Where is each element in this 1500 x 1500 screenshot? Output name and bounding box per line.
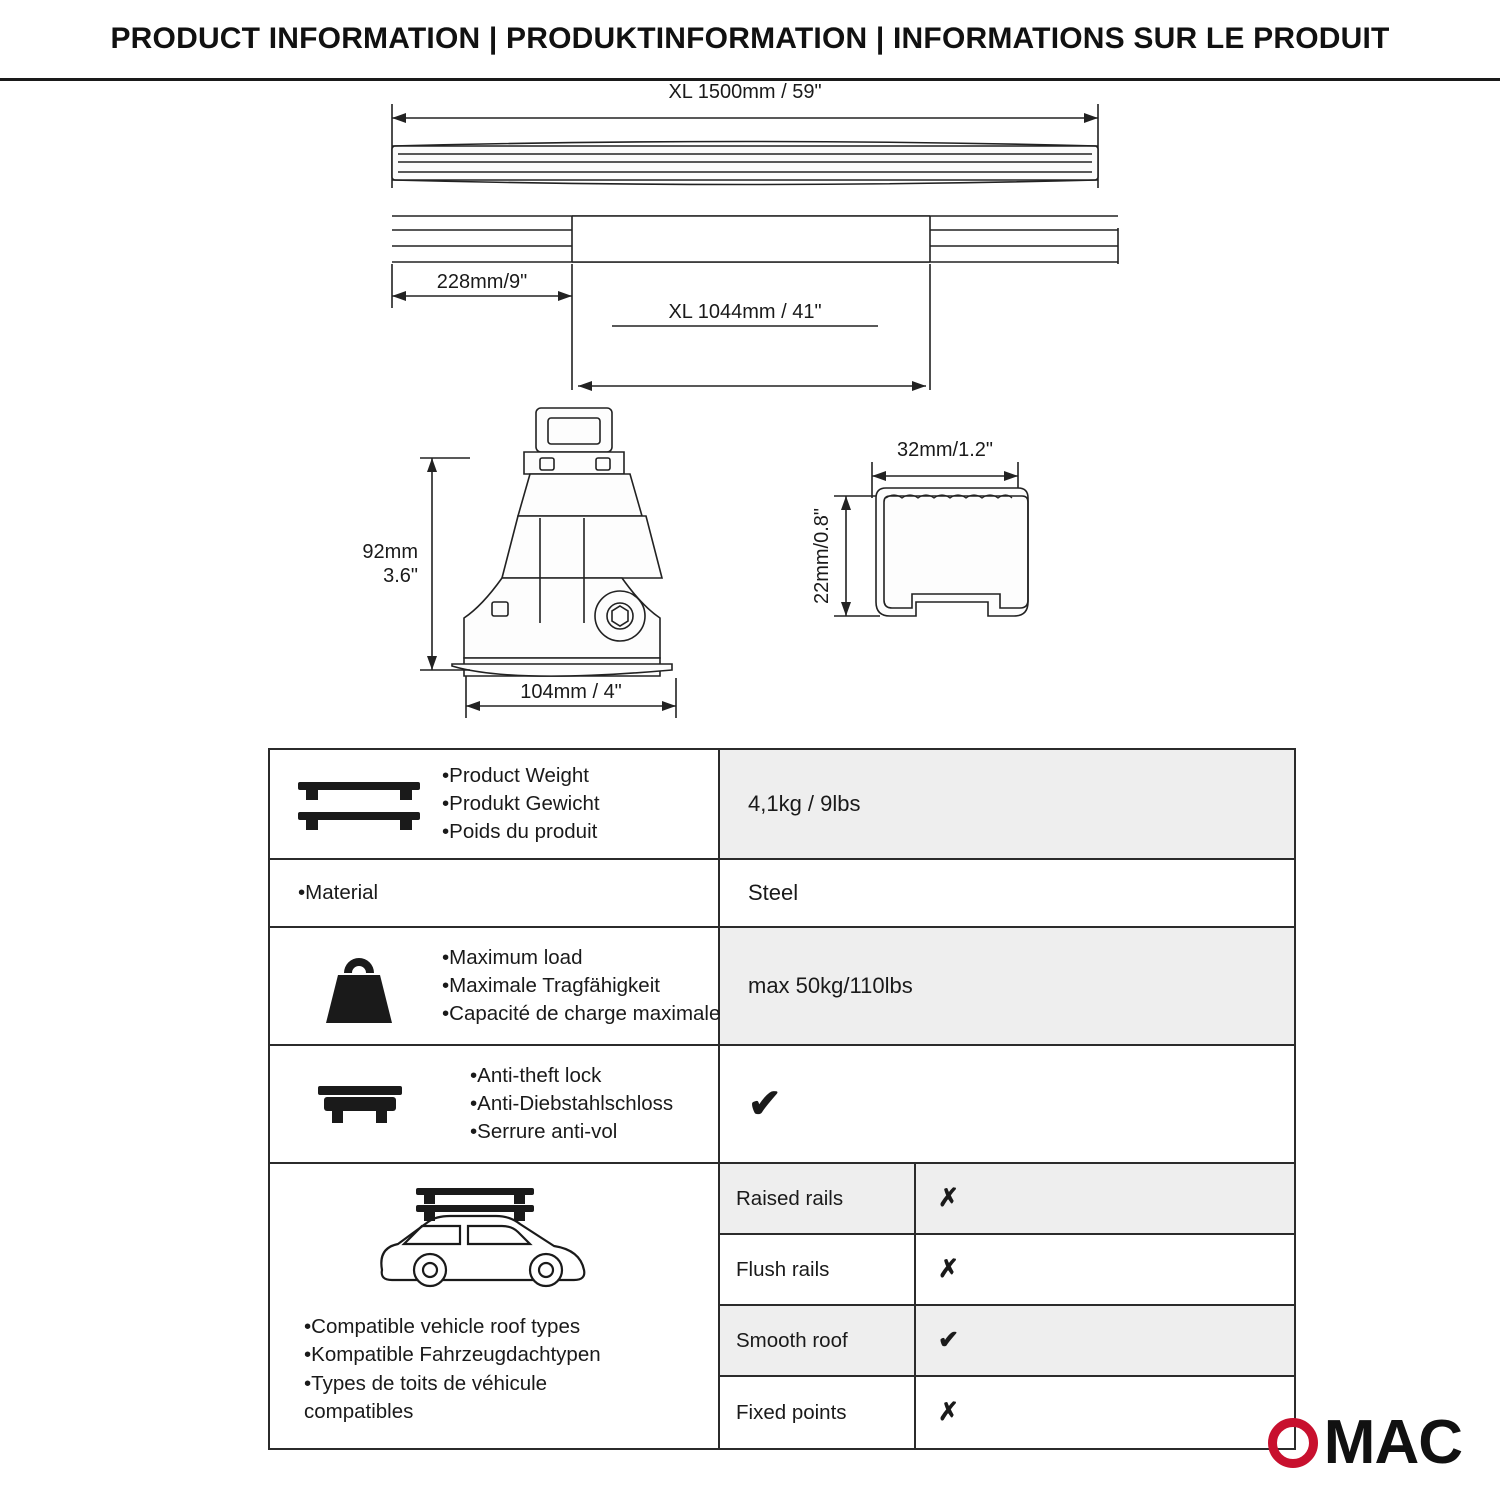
weight-value: 4,1kg / 9lbs (720, 750, 1294, 858)
weight-label-en: •Product Weight (442, 763, 589, 787)
roof-options-list (720, 1164, 1294, 1448)
table-row-weight (270, 750, 1294, 860)
lock-label-de: •Anti-Diebstahlschloss (470, 1091, 674, 1115)
roof-option-raised-rails (720, 1164, 1294, 1235)
car-with-rack-icon (364, 1178, 624, 1303)
weight-label-fr: •Poids du produit (442, 820, 598, 844)
material-labels (298, 879, 378, 907)
brand-logo-text: MAC (1323, 1408, 1462, 1477)
page-title: PRODUCT INFORMATION | PRODUKTINFORMATION | INFORMATIONS SUR LE PRODUIT (110, 22, 1390, 55)
lock-label-fr: •Serrure anti-vol (470, 1120, 618, 1144)
max-load-label-cell (270, 928, 720, 1044)
roof-types-label-en: •Compatible vehicle roof types (304, 1315, 581, 1338)
lock-label-en: •Anti-theft lock (470, 1063, 602, 1087)
roof-option-name: Raised rails (720, 1164, 916, 1233)
dim-foot-height-2: 3.6" (383, 565, 418, 587)
roof-option-value (916, 1377, 1294, 1448)
dim-profile-width: 32mm/1.2" (896, 439, 994, 461)
roof-option-flush-rails (720, 1235, 1294, 1306)
omac-o-icon (1268, 1418, 1318, 1468)
table-row-lock (270, 1046, 1294, 1164)
roof-option-name: Smooth roof (720, 1306, 916, 1375)
technical-drawings (0, 78, 1500, 738)
material-value: Steel (748, 880, 799, 905)
material-label-en: •Material (298, 880, 379, 904)
lock-value-cell (720, 1046, 1294, 1162)
weight-icon (284, 945, 434, 1027)
dim-foot-offset: 228mm/9" (436, 271, 528, 293)
roof-option-smooth-roof (720, 1306, 1294, 1377)
max-load-label-en: •Maximum load (442, 945, 583, 969)
weight-label-cell (270, 750, 720, 858)
roof-option-name: Fixed points (720, 1377, 916, 1448)
table-row-material (270, 860, 1294, 928)
max-load-label-de: •Maximale Tragfähigkeit (442, 973, 660, 997)
dim-span: XL 1044mm / 41" (668, 301, 822, 323)
page-header (0, 0, 1500, 81)
cross-icon: ✗ (938, 1255, 959, 1283)
lock-check-icon: ✔ (748, 1082, 782, 1126)
max-load-labels (442, 944, 720, 1029)
lock-icon (284, 1076, 434, 1132)
roof-types-labels (284, 1313, 601, 1426)
dim-foot-width: 104mm / 4" (520, 681, 622, 703)
dim-profile-height: 22mm/0.8" (811, 507, 833, 605)
brand-logo (1268, 1408, 1462, 1477)
dim-bar-length: XL 1500mm / 59" (668, 81, 822, 103)
roof-option-value (916, 1164, 1294, 1233)
lock-labels (442, 1062, 673, 1147)
table-row-roof-types (270, 1164, 1294, 1448)
cross-icon: ✗ (938, 1184, 959, 1212)
specification-table (268, 748, 1296, 1450)
roof-option-name: Flush rails (720, 1235, 916, 1304)
roof-option-value (916, 1235, 1294, 1304)
crossbars-icon (284, 768, 434, 840)
table-row-max-load (270, 928, 1294, 1046)
weight-label-de: •Produkt Gewicht (442, 791, 600, 815)
roof-types-label-de: •Kompatible Fahrzeugdachtypen (304, 1343, 601, 1367)
cross-icon: ✗ (938, 1398, 959, 1426)
roof-option-fixed-points (720, 1377, 1294, 1448)
roof-option-value (916, 1306, 1294, 1375)
weight-labels (442, 762, 600, 847)
lock-label-cell (270, 1046, 720, 1162)
roof-types-label-fr-1: •Types de toits de véhicule (304, 1371, 548, 1395)
roof-types-label-fr-2: compatibles (304, 1399, 414, 1423)
max-load-value: max 50kg/110lbs (720, 928, 1294, 1044)
roof-types-label-cell (270, 1164, 720, 1448)
material-label-cell (270, 860, 720, 926)
dim-foot-height-1: 92mm (362, 541, 418, 563)
dimension-drawing-svg (0, 78, 1500, 738)
check-icon: ✔ (938, 1326, 959, 1354)
max-load-label-fr: •Capacité de charge maximale (442, 1002, 721, 1026)
